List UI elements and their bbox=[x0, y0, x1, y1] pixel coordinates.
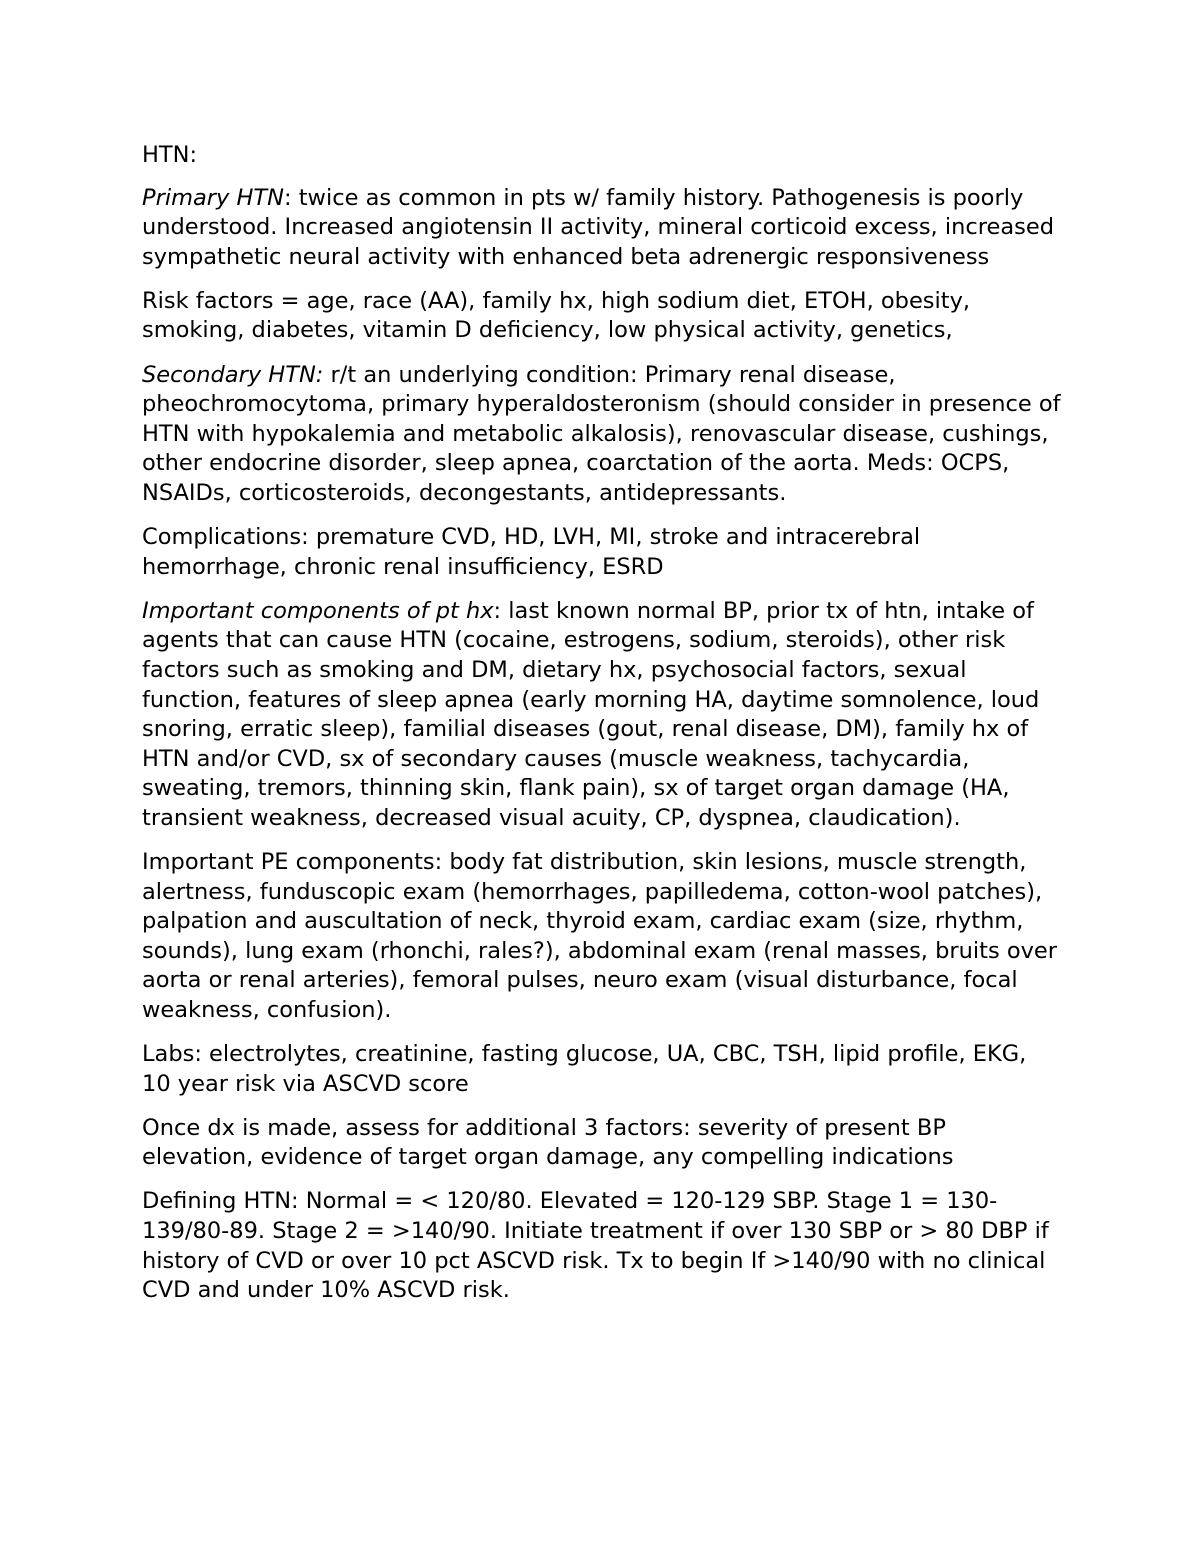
pt-hx-lead: Important components of pt hx bbox=[142, 597, 494, 624]
primary-htn-lead: Primary HTN bbox=[142, 184, 284, 211]
paragraph-labs: Labs: electrolytes, creatinine, fasting glucose, UA, CBC, TSH, lipid profile, EKG, 10 year risk via ASCVD score bbox=[142, 1041, 1027, 1097]
paragraph-primary-htn bbox=[142, 184, 1062, 273]
paragraph-once-dx: Once dx is made, assess for additional 3 factors: severity of present BP elevation, evidence of target organ damage, any compelling indications bbox=[142, 1114, 954, 1171]
paragraph-pt-hx bbox=[142, 597, 1062, 834]
paragraph-defining-htn: Defining HTN: Normal = < 120/80. Elevated = 120-129 SBP. Stage 1 = 130-139/80-89. Stage 2 = >140/90. Initiate treatment if over 130 SBP or > 80 DBP if history of CVD or over 10 pct ASCVD risk. Tx to begin If >140/90 with no clinical CVD and under 10% ASCVD risk. bbox=[142, 1188, 1049, 1304]
paragraph-complications: Complications: premature CVD, HD, LVH, MI, stroke and intracerebral hemorrhage, chronic renal insufficiency, ESRD bbox=[142, 524, 921, 580]
pt-hx-text: : last known normal BP, prior tx of htn, intake of agents that can cause HTN (cocaine, estrogens, sodium, steroids), other risk factors such as smoking and DM, dietary hx, psychosocial factors, sexual function, features of sleep apnea (early morning HA, daytime somnolence, loud snoring, erratic sleep), familial diseases (gout, renal disease, DM), family hx of HTN and/or CVD, sx of secondary causes (muscle weakness, tachycardia, sweating, tremors, thinning skin, flank pain), sx of target organ damage (HA, transient weakness, decreased visual acuity, CP, dyspnea, claudication). bbox=[142, 597, 1040, 831]
document-title: HTN: bbox=[142, 142, 198, 168]
document-page bbox=[142, 141, 1062, 1320]
secondary-htn-lead: Secondary HTN: bbox=[142, 361, 324, 388]
paragraph-pe-components: Important PE components: body fat distribution, skin lesions, muscle strength, alertness, funduscopic exam (hemorrhages, papilledema, cotton-wool patches), palpation and auscultation of neck, thyroid exam, cardiac exam (size, rhythm, sounds), lung exam (rhonchi, rales?), abdominal exam (renal masses, bruits over aorta or renal arteries), femoral pulses, neuro exam (visual disturbance, focal weakness, confusion). bbox=[142, 848, 1058, 1023]
primary-htn-text: : twice as common in pts w/ family history. Pathogenesis is poorly understood. Increased angiotensin II activity, mineral corticoid excess, increased sympathetic neural activity with enhanced beta adrenergic responsiveness bbox=[142, 184, 1054, 270]
paragraph-risk-factors: Risk factors = age, race (AA), family hx, high sodium diet, ETOH, obesity, smoking, diabetes, vitamin D deficiency, low physical activity, genetics, bbox=[142, 287, 971, 344]
paragraph-secondary-htn bbox=[142, 361, 1062, 509]
secondary-htn-text: r/t an underlying condition: Primary renal disease, pheochromocytoma, primary hyperaldosteronism (should consider in presence of HTN with hypokalemia and metabolic alkalosis), renovascular disease, cushings, other endocrine disorder, sleep apnea, coarctation of the aorta. Meds: OCPS, NSAIDs, corticosteroids, decongestants, antidepressants. bbox=[142, 361, 1061, 506]
